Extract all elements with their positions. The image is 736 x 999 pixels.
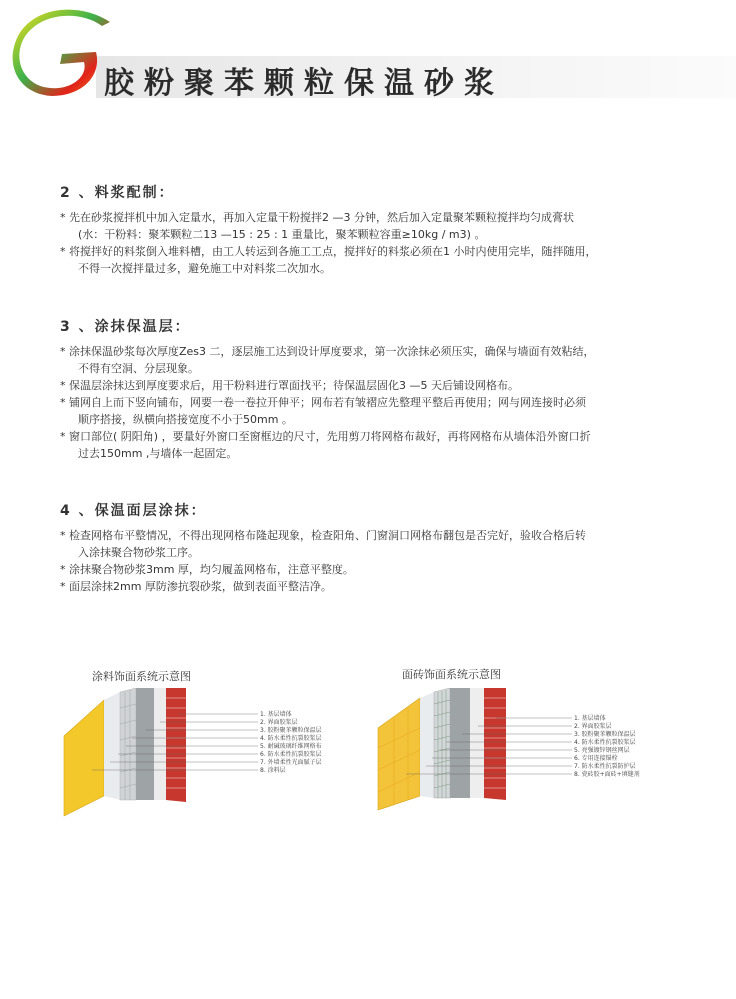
layer-label: 7. 防水柔性抗裂防护层 <box>574 763 636 770</box>
layer-label: 6. 防水柔性抗裂胶浆层 <box>260 751 322 758</box>
page-title: 胶粉聚苯颗粒保温砂浆 <box>104 66 504 101</box>
layer-label: 2. 界面胶浆层 <box>260 719 298 726</box>
list-item: * 检查网格布平整情况，不得出现网格布隆起现象，检查阳角、门窗洞口网格布翻包是否完好，验收合格后转 入涂抹聚合物砂浆工序。 <box>60 529 586 559</box>
layer-label: 5. 耐碱玻璃纤维网格布 <box>260 743 322 750</box>
section-title: 4 、保温面层涂抹： <box>60 503 207 519</box>
list-item: * 涂抹聚合物砂浆3mm 厚，均匀履盖网格布，注意平整度。 <box>60 563 354 576</box>
diagram-title-paint: 涂料饰面系统示意图 <box>92 670 191 683</box>
list-item: * 先在砂浆搅拌机中加入定量水，再加入定量干粉搅拌2 —3 分钟，然后加入定量聚苯颗粒搅拌均匀成膏状 (水：干粉料：聚苯颗粒二13 —15 : 25 : 1 重量比，聚苯颗粒容重≥10kg / m3) 。 <box>60 211 574 241</box>
section-mortar-prep <box>60 182 680 277</box>
list-item: * 窗口部位( 阴阳角) ，要量好外窗口至窗框边的尺寸，先用剪刀将网格布裁好，再将网格布从墙体沿外窗口折 过去150mm ,与墙体一起固定。 <box>60 430 591 460</box>
layer-label: 1. 基层墙体 <box>574 715 606 722</box>
section-title: 3 、涂抹保温层： <box>60 319 191 335</box>
list-item: * 涂抹保温砂浆每次厚度Zes3 二，逐层施工达到设计厚度要求，第一次涂抹必须压实，确保与墙面有效粘结， 不得有空洞、分层现象。 <box>60 345 595 375</box>
layer-label: 2. 界面胶浆层 <box>574 723 612 730</box>
diagram-paint-system <box>62 688 332 818</box>
diagram-tile-system <box>376 688 676 818</box>
layer-label: 3. 胶粉聚苯颗粒保温层 <box>260 727 322 734</box>
section-insulation <box>60 316 680 462</box>
diagram-title-tile: 面砖饰面系统示意图 <box>402 668 501 681</box>
list-item: * 将搅拌好的料浆倒入堆料槽，由工人转运到各施工工点，搅拌好的料浆必须在1 小时内使用完毕，随拌随用， 不得一次搅拌量过多，避免施工中对料浆二次加水。 <box>60 245 597 275</box>
list-item: * 面层涂抹2mm 厚防渗抗裂砂浆，做到表面平整洁净。 <box>60 580 332 593</box>
layer-label: 7. 外墙柔性光面腻子层 <box>260 759 322 766</box>
layer-label: 5. 亮强镀锌钢丝网层 <box>574 747 630 754</box>
section-surface <box>60 500 680 595</box>
layer-label: 8. 瓷砖胶+面砖+填缝剂 <box>574 771 640 778</box>
layer-label: 8. 涂料层 <box>260 767 286 774</box>
list-item: * 铺网自上而下竖向铺布，网要一卷一卷拉开伸平；网布若有皱褶应先整理平整后再使用；网与网连接时必须 顺序搭接，纵横向搭接宽度不小于50mm 。 <box>60 396 586 426</box>
layer-label: 3. 胶粉聚苯颗粒保温层 <box>574 731 636 738</box>
section-title: 2 、料浆配制： <box>60 185 175 201</box>
list-item: * 保温层涂抹达到厚度要求后，用干粉料进行罩面找平；待保温层固化3 —5 天后铺设网格布。 <box>60 379 519 392</box>
layer-label: 4. 防水柔性抗裂胶浆层 <box>574 739 636 746</box>
layer-label: 6. 专用连接锚栓 <box>574 755 618 762</box>
layer-label: 4. 防水柔性抗裂胶浆层 <box>260 735 322 742</box>
layer-label: 1. 基层墙体 <box>260 711 292 718</box>
